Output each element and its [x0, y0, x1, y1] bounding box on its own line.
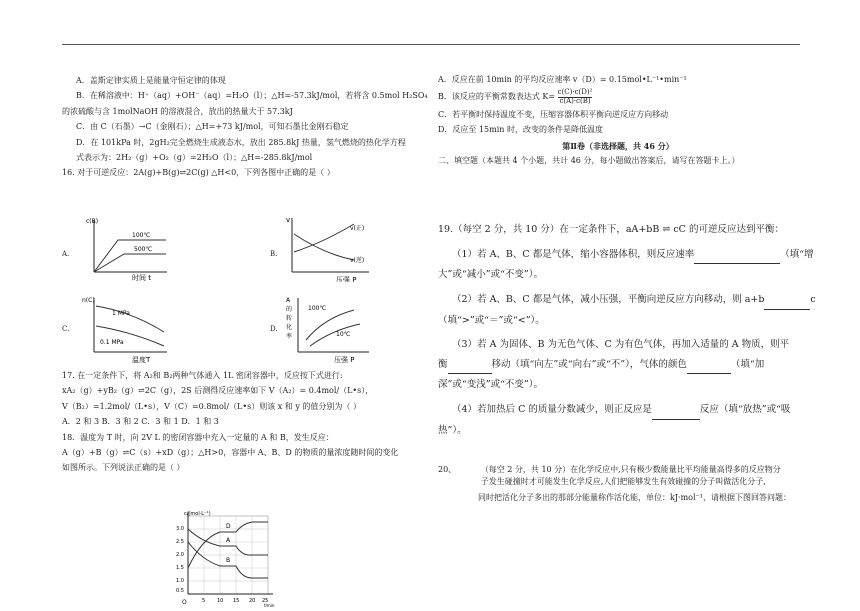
graph-d-ylabel-4: 化 [286, 324, 293, 331]
question-20-number: 20、 [438, 465, 457, 474]
q19-part1-cont: 大”或“减小”或“不变”）。 [438, 269, 544, 281]
graph-e-xtick-3: 15 [233, 598, 240, 604]
graph-e-ytick-1: 3.0 [176, 526, 184, 532]
graph-e-ytick-6: 0.5 [176, 588, 184, 594]
option-b-line2: 的浓硫酸与含 1molNaOH 的溶液混合，放出的热量大于 57.3kJ [62, 106, 293, 116]
q19-part2 [438, 292, 816, 310]
section-title: 第Ⅱ卷（非选择题，共 46 分） [562, 140, 674, 151]
question-20-line1 [438, 464, 798, 489]
q19-blank-2[interactable] [764, 292, 810, 310]
q19-part4 [438, 402, 798, 420]
graph-e-origin: O [182, 599, 187, 606]
question-20-line2: 同时把活化分子多出的那部分能量称作活化能，单位：kJ·mol⁻¹，请根据下图回答问题： [478, 492, 791, 502]
question-17-line3: V（B₂）=1.2mol/（L•s），V（C）=0.8mol/（L•s）则该 x 和 y 的值分别为（ ） [62, 401, 361, 411]
graph-b-vreverse: v(逆) [350, 257, 365, 264]
graph-c-1mpa: 1 MPa [112, 310, 130, 317]
graph-d-ylabel-2: 的 [286, 306, 293, 313]
graph-b-ylabel: v [286, 216, 291, 224]
q19-part2-cont: （填“>”或“＝”或“<”）。 [438, 314, 545, 326]
question-19: 19.（每空 2 分，共 10 分）在一定条件下，aA+bB ⇌ cC 的可逆反应达到平衡： [438, 224, 784, 235]
question-18-line1: 18．温度为 T 时，向 2V L 的密闭容器中充入一定量的 A 和 B，发生反应： [62, 432, 334, 442]
graph-d-100c: 100℃ [308, 305, 327, 312]
q18-option-a: A．反应在前 10min 的平均反应速率 v（D）= 0.15mol•L⁻¹•min⁻¹ [438, 75, 687, 84]
graph-d-ylabel-5: 率 [286, 333, 293, 340]
graph-d-ylabel-1: A [286, 297, 291, 304]
fraction-denominator: c(A)·c(B) [559, 97, 591, 106]
q19-part1 [438, 247, 814, 265]
option-b-line1: B．在稀溶液中：H⁺（aq）+OH⁻（aq）=H₂O（l）；△H=-57.3kJ/mol，若将含 0.5mol H₂SO₄ [76, 91, 428, 101]
q19-blank-1[interactable] [694, 247, 780, 265]
question-18-line3: 如图所示。下列说法正确的是（ ） [62, 463, 185, 473]
fraction-numerator: c(C)·c(D)² [557, 88, 593, 97]
graph-e-series-b: B [226, 557, 231, 564]
q19-part3-hint: （填“加 [730, 358, 765, 370]
q19-part3: （3）若 A 为固体、B 为无色气体、C 为有色气体，再加入适量的 A 物质，则平 [452, 339, 790, 351]
graph-e-series-d: D [226, 523, 231, 530]
graph-a-100c: 100℃ [132, 232, 151, 239]
graph-b-xlabel: 压强 P [336, 276, 357, 282]
q19-part2-c: c [810, 293, 816, 305]
graph-e-xtick-5: 25 [262, 598, 269, 604]
question-16: 16. 对于可逆反应：2A(g)+B(g)⇌2C(g) △H<0，下列各图中正确的是（ ） [62, 168, 335, 178]
q19-part2-text: （2）若 A、B、C 都是气体，减小压强，平衡向逆反应方向移动，则 a+b [452, 293, 765, 305]
q19-blank-3[interactable] [448, 357, 492, 375]
q19-part4-cont: 热”）。 [438, 424, 467, 436]
q19-part4-text: （4）若加热后 C 的质量分数减少，则正反应是 [452, 404, 652, 415]
question-19-block [438, 222, 816, 442]
question-17-options: A．2 和 3 B．3 和 2 C．3 和 1 D．1 和 3 [62, 417, 219, 427]
question-20-block [438, 464, 798, 507]
graph-e-xtick-4: 20 [249, 598, 256, 604]
graph-e [168, 508, 278, 611]
graph-e-ytick-4: 1.5 [176, 565, 184, 571]
q19-part1-hint: （填“增 [780, 248, 814, 260]
option-d-line2: 式表示为：2H₂（g）+O₂（g）=2H₂O（l）；△H=-285.8kJ/mol [76, 152, 313, 162]
graph-e-ytick-5: 1.0 [176, 578, 184, 584]
graph-d [284, 292, 374, 368]
graph-e-xtick-2: 10 [217, 598, 224, 604]
question-17-line1: 17. 在一定条件下，将 A₂和 B₂两种气体通入 1L 密闭容器中，反应按下式进行: [62, 371, 343, 380]
graph-e-ylabel: c/(mol·L⁻¹) [184, 511, 211, 517]
header-rule [62, 44, 800, 45]
graph-d-label: D. [270, 325, 278, 333]
graph-c-xlabel: 温度T [132, 356, 151, 364]
graph-a [82, 212, 172, 286]
graph-c-01mpa: 0.1 MPa [100, 339, 124, 346]
q18-option-c: C．若平衡时保持温度不变，压缩容器体积平衡向逆反应方向移动 [438, 109, 669, 119]
graph-c-ylabel: n(C) [82, 297, 95, 304]
graph-e-ytick-2: 2.5 [176, 539, 184, 545]
fill-blank-intro: 二、填空题（本题共 4 个小题，共计 46 分，每小题做出答案后，请写在答题卡上。） [438, 155, 740, 165]
graph-c [82, 292, 172, 368]
graph-a-xlabel: 时间 t [132, 274, 151, 282]
left-column [62, 70, 428, 183]
q18-option-b-prefix: B．该反应的平衡常数表达式 K= [438, 92, 556, 102]
q19-part4-hint: 反应（填“放热”或“吸 [699, 404, 791, 415]
question-17-line2: xA₂（g）+yB₂（g）⇌2C（g），2S 后测得反应速率如下 V（A₂）= 0.4mol/（L•s）， [62, 386, 374, 396]
q19-part1-text: （1）若 A、B、C 都是气体，缩小容器体积，则反应速率 [452, 248, 695, 260]
graph-b [284, 212, 374, 286]
q19-blank-5[interactable] [652, 402, 700, 420]
graph-d-10c: 10℃ [336, 331, 351, 338]
graph-a-500c: 500℃ [134, 246, 153, 253]
option-a: A．盖斯定律实质上是能量守恒定律的体现 [76, 76, 226, 85]
question-20-text: （每空 2 分，共 10 分）在化学反应中,只有极少数能量比平均能量高得多的反应物分子发生碰撞时才可能发生化学反应,人们把能够发生有效碰撞的分子叫做活化分子, [480, 465, 781, 487]
graph-e-series-a: A [226, 537, 231, 544]
q19-part3-text: 移动（填“向左”或“向右”或“不”），气体的颜色 [491, 358, 687, 370]
option-d-line1: D．在 101kPa 时，2gH₂完全燃烧生成液态水，放出 285.8kJ 热量，氢气燃烧的热化学方程 [76, 137, 406, 147]
graph-e-xunit: t/min [264, 603, 275, 607]
left-column-lower [62, 370, 417, 478]
graph-d-ylabel-3: 转 [286, 315, 293, 322]
graph-c-label: C. [62, 325, 70, 333]
graph-b-label: B. [270, 250, 278, 258]
graph-e-ytick-3: 2.0 [176, 552, 184, 558]
q19-blank-4[interactable] [687, 357, 731, 375]
q18-option-b [438, 89, 798, 105]
equilibrium-fraction [558, 89, 593, 105]
q19-part3-line2 [438, 357, 798, 375]
question-18-line2: A（g）+B（g）⇌C（s）+xD（g）；△H>0，容器中 A、B、D 的物质的量浓度随时间的变化 [62, 447, 399, 457]
right-column [438, 74, 798, 170]
graph-a-ylabel: c(B) [86, 218, 99, 225]
q19-part3-cont: 深”或“变浅”或“不变”）。 [438, 379, 544, 391]
q19-part3-prefix: 衡 [438, 358, 448, 370]
graph-b-vforward: v(正) [350, 225, 365, 232]
option-c: C．由 C（石墨）→C（金刚石）；△H=+73 kJ/mol，可知石墨比金刚石稳定 [76, 122, 349, 132]
graph-a-label: A. [62, 250, 70, 258]
graph-e-xtick-1: 5 [202, 598, 206, 604]
q18-option-d: D．反应至 15min 时，改变的条件是降低温度 [438, 125, 603, 135]
graph-d-xlabel: 压强 P [334, 356, 355, 364]
